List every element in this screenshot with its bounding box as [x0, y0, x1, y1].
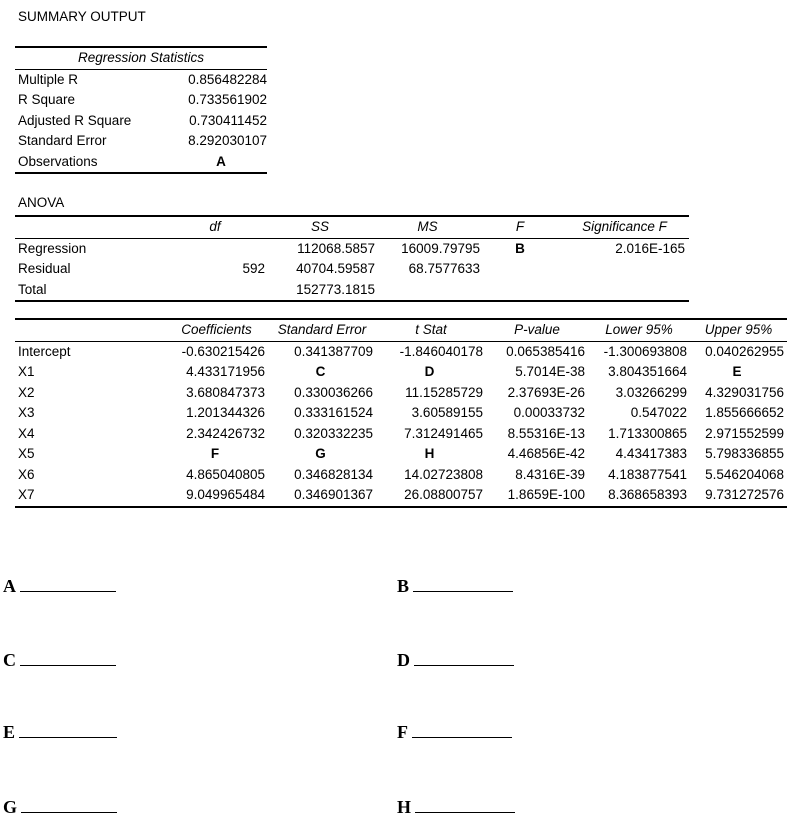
answer-letter: E: [3, 722, 16, 742]
stat-label: Observations: [15, 152, 165, 174]
table-cell: 1.855666652: [705, 405, 784, 420]
page-title: SUMMARY OUTPUT: [18, 9, 146, 24]
row-label: X7: [15, 485, 165, 507]
stat-value: 8.292030107: [188, 133, 267, 148]
answer-line[interactable]: [20, 651, 116, 666]
stat-value: 0.730411452: [189, 112, 267, 128]
column-header: Coefficients: [165, 319, 268, 341]
row-label: X2: [18, 384, 35, 400]
stat-label: Multiple R: [18, 71, 79, 87]
table-cell: [560, 280, 689, 302]
table-cell: 14.02723808: [404, 466, 483, 482]
column-header: df: [165, 216, 265, 238]
table-cell: 152773.1815: [265, 280, 375, 302]
table-cell: [480, 259, 560, 280]
table-cell: 4.183877541: [608, 466, 687, 482]
table-cell: 0.346828134: [294, 466, 373, 482]
table-cell: 3.60589155: [411, 405, 483, 420]
table-cell: 0.320332235: [294, 425, 373, 441]
row-label: X5: [18, 446, 35, 461]
table-row: [15, 90, 267, 111]
answer-blank-d: [397, 650, 514, 671]
stat-label: R Square: [18, 92, 76, 107]
table-row: [15, 485, 787, 507]
stat-value: 0.856482284: [188, 71, 267, 87]
table-cell: D: [424, 364, 435, 379]
table-cell: 8.55316E-13: [507, 425, 585, 441]
table-row: [15, 424, 787, 445]
table-header-row: [15, 319, 787, 341]
table-cell: [165, 238, 265, 259]
answer-blank-c: [3, 650, 116, 671]
column-header: t Stat: [376, 319, 486, 341]
anova-table: [15, 215, 689, 302]
row-label: X6: [18, 466, 35, 482]
table-cell: 0.341387709: [294, 343, 373, 359]
table-cell: -0.630215426: [181, 343, 265, 359]
answer-blank-e: [3, 722, 117, 743]
table-cell: G: [315, 446, 326, 461]
table-cell: 16009.79795: [401, 240, 480, 256]
table-cell: [560, 259, 689, 280]
table-row: [15, 280, 689, 302]
table-cell: 3.03266299: [615, 384, 687, 400]
table-cell: 7.312491465: [404, 425, 483, 441]
row-label: X4: [18, 425, 35, 441]
row-label: X3: [18, 405, 35, 420]
coefficients-table: [15, 318, 787, 508]
table-row: [15, 69, 267, 90]
table-row: [15, 341, 787, 362]
table-cell: 1.201344326: [186, 405, 265, 420]
table-cell: [480, 280, 560, 302]
table-cell: 2.342426732: [186, 425, 265, 441]
table-cell: 4.433171956: [186, 364, 265, 379]
answer-letter: G: [3, 797, 18, 817]
table-row: [15, 362, 787, 383]
table-cell: [165, 280, 265, 302]
table-row: [15, 444, 787, 465]
column-header: Lower 95%: [588, 319, 690, 341]
table-cell: 8.368658393: [588, 485, 690, 507]
column-header: SS: [265, 216, 375, 238]
table-cell: B: [515, 240, 525, 256]
stat-value: A: [165, 152, 267, 174]
table-cell: 0.333161524: [294, 405, 373, 420]
answer-letter: C: [3, 650, 16, 670]
table-cell: 0.040262955: [705, 343, 784, 359]
table-cell: Regression: [18, 240, 87, 256]
table-row: [15, 259, 689, 280]
answer-line[interactable]: [413, 577, 513, 592]
row-label: X1: [18, 364, 35, 379]
column-header: Upper 95%: [690, 319, 787, 341]
column-header: F: [480, 216, 560, 238]
table-cell: 68.7577633: [408, 261, 480, 276]
table-cell: 9.731272576: [690, 485, 787, 507]
answer-blank-h: [397, 797, 515, 818]
table-header-row: [15, 216, 689, 238]
answer-line[interactable]: [21, 798, 117, 813]
answer-line[interactable]: [414, 651, 514, 666]
table-cell: 5.7014E-38: [515, 364, 585, 379]
table-cell: 11.15285729: [405, 384, 483, 400]
table-cell: 2.37693E-26: [507, 384, 585, 400]
answer-line[interactable]: [415, 798, 515, 813]
table-row: [15, 383, 787, 404]
regression-statistics-header: Regression Statistics: [15, 47, 267, 69]
table-cell: 26.08800757: [376, 485, 486, 507]
answer-line[interactable]: [20, 577, 116, 592]
answer-blank-f: [397, 722, 512, 743]
column-header: P-value: [486, 319, 588, 341]
table-cell: 0.330036266: [294, 384, 373, 400]
answer-blank-a: [3, 576, 116, 597]
table-cell: 1.8659E-100: [486, 485, 588, 507]
table-cell: Residual: [18, 261, 71, 276]
table-row: [15, 403, 787, 424]
column-header: [15, 319, 165, 341]
answer-letter: H: [397, 797, 412, 817]
regression-statistics-table: [15, 46, 267, 174]
table-cell: [375, 280, 480, 302]
table-cell: -1.300693808: [603, 343, 687, 359]
table-cell: 4.329031756: [705, 384, 784, 400]
column-header: Significance F: [560, 216, 689, 238]
table-cell: 1.713300865: [608, 425, 687, 441]
table-cell: C: [315, 364, 326, 379]
table-cell: 8.4316E-39: [515, 466, 585, 482]
table-row: [15, 131, 267, 152]
table-cell: -1.846040178: [399, 343, 483, 359]
column-header: [15, 216, 165, 238]
table-cell: 3.804351664: [608, 364, 687, 379]
anova-label: ANOVA: [18, 195, 65, 210]
answer-line[interactable]: [412, 723, 512, 738]
table-cell: 0.00033732: [513, 405, 585, 420]
answer-line[interactable]: [19, 723, 117, 738]
answer-letter: B: [397, 576, 410, 596]
table-row: [15, 111, 267, 132]
column-header: MS: [375, 216, 480, 238]
table-cell: 5.798336855: [705, 446, 784, 461]
table-row: [15, 465, 787, 486]
answer-letter: F: [397, 722, 408, 742]
table-row: [15, 238, 689, 259]
table-cell: H: [424, 446, 435, 461]
row-label: Intercept: [18, 343, 71, 359]
table-cell: 5.546204068: [705, 466, 784, 482]
table-cell: 40704.59587: [296, 261, 375, 276]
table-row: [15, 152, 267, 174]
table-cell: 3.680847373: [186, 384, 265, 400]
table-cell: 4.46856E-42: [507, 446, 585, 461]
stat-label: Standard Error: [18, 133, 107, 148]
table-cell: 2.971552599: [705, 425, 784, 441]
table-cell: Total: [15, 280, 165, 302]
column-header: Standard Error: [268, 319, 376, 341]
answer-letter: A: [3, 576, 16, 596]
table-cell: F: [210, 446, 220, 461]
table-cell: 4.43417383: [615, 446, 687, 461]
table-cell: 2.016E-165: [615, 240, 685, 256]
answer-blank-b: [397, 576, 513, 597]
answer-letter: D: [397, 650, 410, 670]
stat-value: 0.733561902: [188, 92, 267, 107]
table-cell: 0.065385416: [506, 343, 585, 359]
table-cell: 0.547022: [630, 405, 687, 420]
table-cell: 4.865040805: [186, 466, 265, 482]
table-cell: E: [732, 364, 742, 379]
stat-label: Adjusted R Square: [18, 112, 132, 128]
table-cell: 112068.5857: [297, 240, 375, 256]
table-cell: 0.346901367: [268, 485, 376, 507]
answer-blank-g: [3, 797, 117, 818]
table-cell: 592: [242, 261, 265, 276]
table-cell: 9.049965484: [165, 485, 268, 507]
